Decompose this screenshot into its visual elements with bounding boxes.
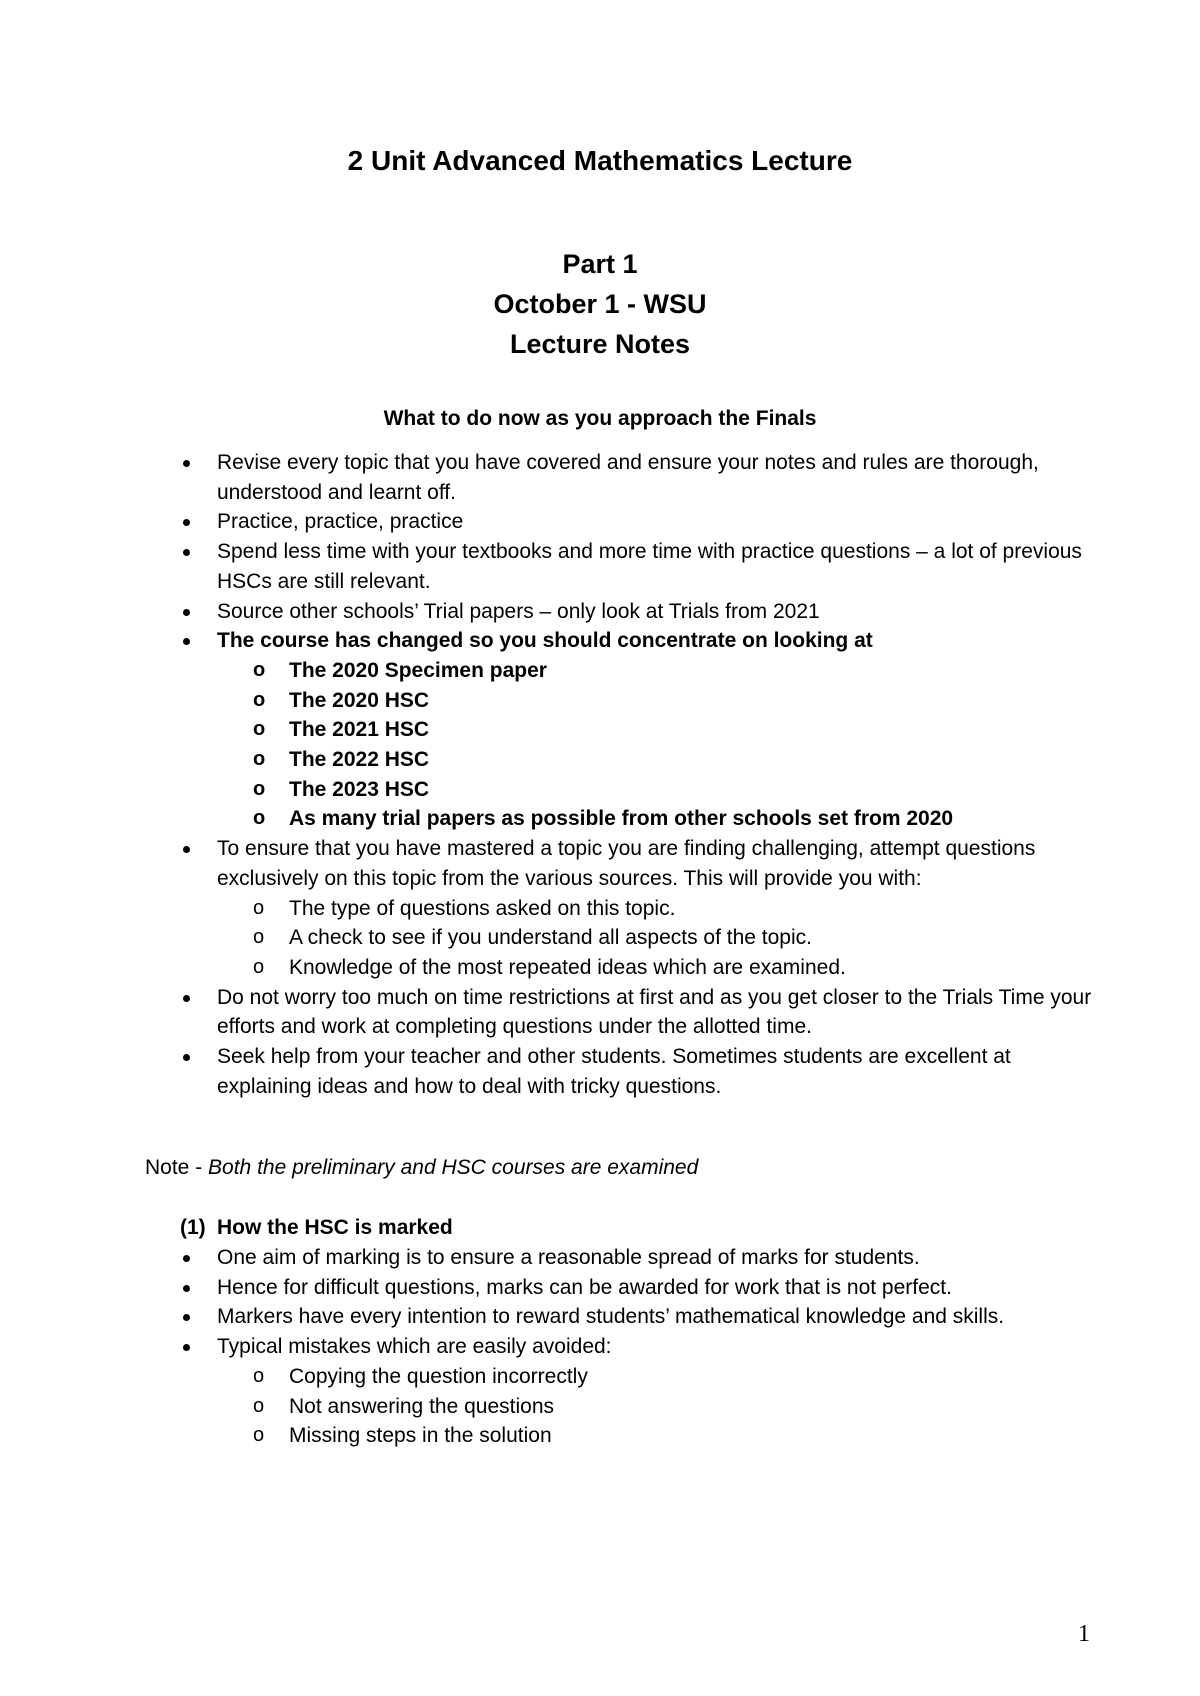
note: [145, 1153, 698, 1182]
sub-list-item: o A check to see if you understand all aspects of the topic.: [217, 923, 1100, 953]
list-item: [180, 597, 1100, 627]
marking-list: [180, 1243, 1100, 1451]
note-text: Both the preliminary and HSC courses are examined: [208, 1156, 699, 1179]
list-item: [180, 1243, 1100, 1273]
section-1-heading: [180, 1213, 453, 1242]
list-item: [180, 537, 1100, 596]
sub-list-item: o The 2022 HSC: [217, 745, 1100, 775]
date-location: October 1 - WSU: [493, 289, 707, 319]
section-heading: What to do now as you approach the Finals: [383, 407, 817, 430]
list-item: [180, 1302, 1100, 1332]
sub-list-item: o The 2023 HSC: [217, 775, 1100, 805]
section-number: (1): [180, 1216, 206, 1239]
sub-list: [217, 894, 1100, 983]
list-item-text: Markers have every intention to reward students’ mathematical knowledge and skills.: [217, 1305, 1005, 1329]
list-item-text: Hence for difficult questions, marks can be awarded for work that is not perfect.: [217, 1275, 952, 1299]
sub-list-item: o The 2020 HSC: [217, 686, 1100, 716]
list-item: [180, 1042, 1100, 1101]
sub-list-item: o As many trial papers as possible from other schools set from 2020: [217, 804, 1100, 834]
sub-list: [217, 1362, 1100, 1451]
list-item-text: One aim of marking is to ensure a reasonable spread of marks for students.: [217, 1246, 920, 1269]
part-label: Part 1: [562, 249, 638, 279]
page-number: 1: [1078, 1621, 1090, 1647]
finals-list: [180, 448, 1100, 1101]
list-item-text: The course has changed so you should concentrate on looking at: [217, 629, 873, 653]
list-item-text: Typical mistakes which are easily avoided:: [217, 1335, 612, 1359]
sub-list-item: o The type of questions asked on this topic.: [217, 894, 1100, 924]
document-type: Lecture Notes: [509, 329, 691, 359]
document-title: 2 Unit Advanced Mathematics Lecture: [347, 145, 853, 176]
sub-list-item: o Not answering the questions: [217, 1392, 1100, 1422]
list-item-text: Practice, practice, practice: [217, 510, 464, 534]
sub-list-item: o The 2020 Specimen paper: [217, 656, 1100, 686]
list-item: [180, 507, 1100, 537]
list-item-text: To ensure that you have mastered a topic you are finding challenging, attempt questions exclusively on this topic from the various sources. This will provide you with:: [217, 837, 1036, 890]
sub-list-item: o The 2021 HSC: [217, 715, 1100, 745]
list-item: [180, 834, 1100, 983]
list-item: [180, 1332, 1100, 1451]
subtitle-block: [0, 244, 1200, 364]
list-item-text: Spend less time with your textbooks and more time with practice questions – a lot of previous HSCs are still relevant.: [217, 540, 1082, 593]
list-item: [180, 983, 1100, 1042]
sub-list-item: o Missing steps in the solution: [217, 1421, 1100, 1451]
list-item: [180, 626, 1100, 834]
sub-list: [217, 656, 1100, 834]
list-item-text: Revise every topic that you have covered and ensure your notes and rules are thorough, understood and learnt off.: [217, 451, 1039, 504]
list-item-text: Do not worry too much on time restrictions at first and as you get closer to the Trials Time your efforts and work at completing questions under the allotted time.: [217, 985, 1092, 1039]
list-item: [180, 448, 1100, 507]
section-title: How the HSC is marked: [217, 1216, 453, 1239]
sub-list-item: o Knowledge of the most repeated ideas which are examined.: [217, 953, 1100, 983]
sub-list-item: o Copying the question incorrectly: [217, 1362, 1100, 1392]
note-label: Note -: [145, 1156, 209, 1179]
list-item-text: Seek help from your teacher and other students. Sometimes students are excellent at explaining ideas and how to deal with tricky questions.: [217, 1045, 1011, 1098]
list-item-text: Source other schools’ Trial papers – only look at Trials from 2021: [217, 599, 820, 623]
list-item: [180, 1273, 1100, 1303]
